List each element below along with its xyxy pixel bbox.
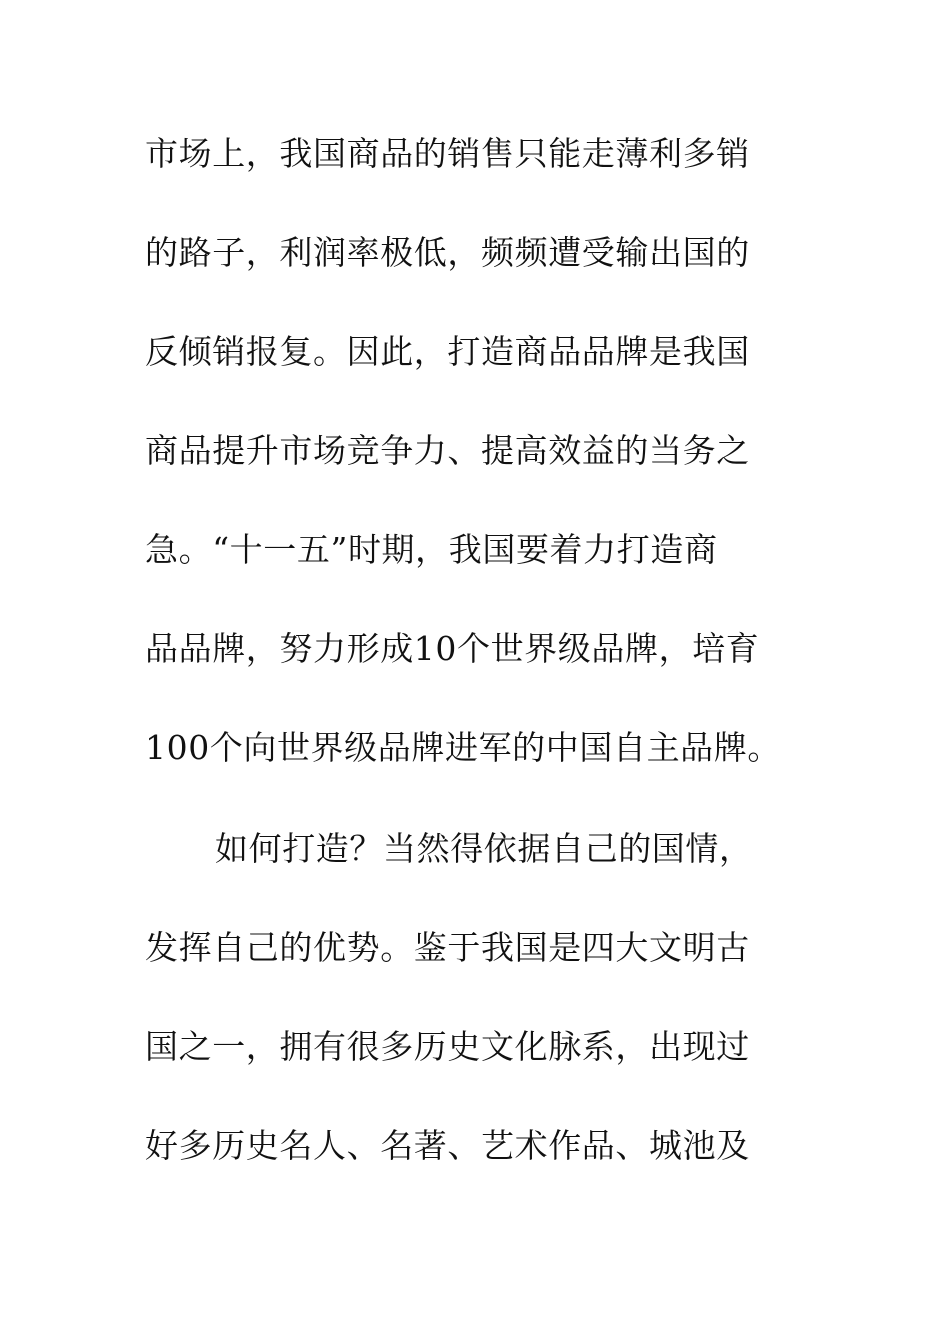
text-line: 反倾销报复。因此，打造商品品牌是我国 [145, 332, 750, 371]
text-line: 市场上，我国商品的销售只能走薄利多销 [145, 134, 750, 173]
text-line: 好多历史名人、名著、艺术作品、城池及 [145, 1126, 750, 1165]
text-line: 的路子，利润率极低，频频遭受输出国的 [145, 233, 750, 272]
text-line: 发挥自己的优势。鉴于我国是四大文明古 [145, 928, 750, 967]
text-line: 商品提升市场竞争力、提高效益的当务之 [145, 431, 750, 470]
text-line: 100个向世界级品牌进军的中国自主品牌。 [145, 728, 781, 767]
text-line: 国之一，拥有很多历史文化脉系，出现过 [145, 1027, 750, 1066]
text-line: 品品牌，努力形成10个世界级品牌，培育 [145, 629, 760, 668]
text-line: 急。“十一五”时期，我国要着力打造商 [145, 530, 718, 569]
paragraph-first-line: 如何打造？当然得依据自己的国情， [215, 829, 753, 868]
